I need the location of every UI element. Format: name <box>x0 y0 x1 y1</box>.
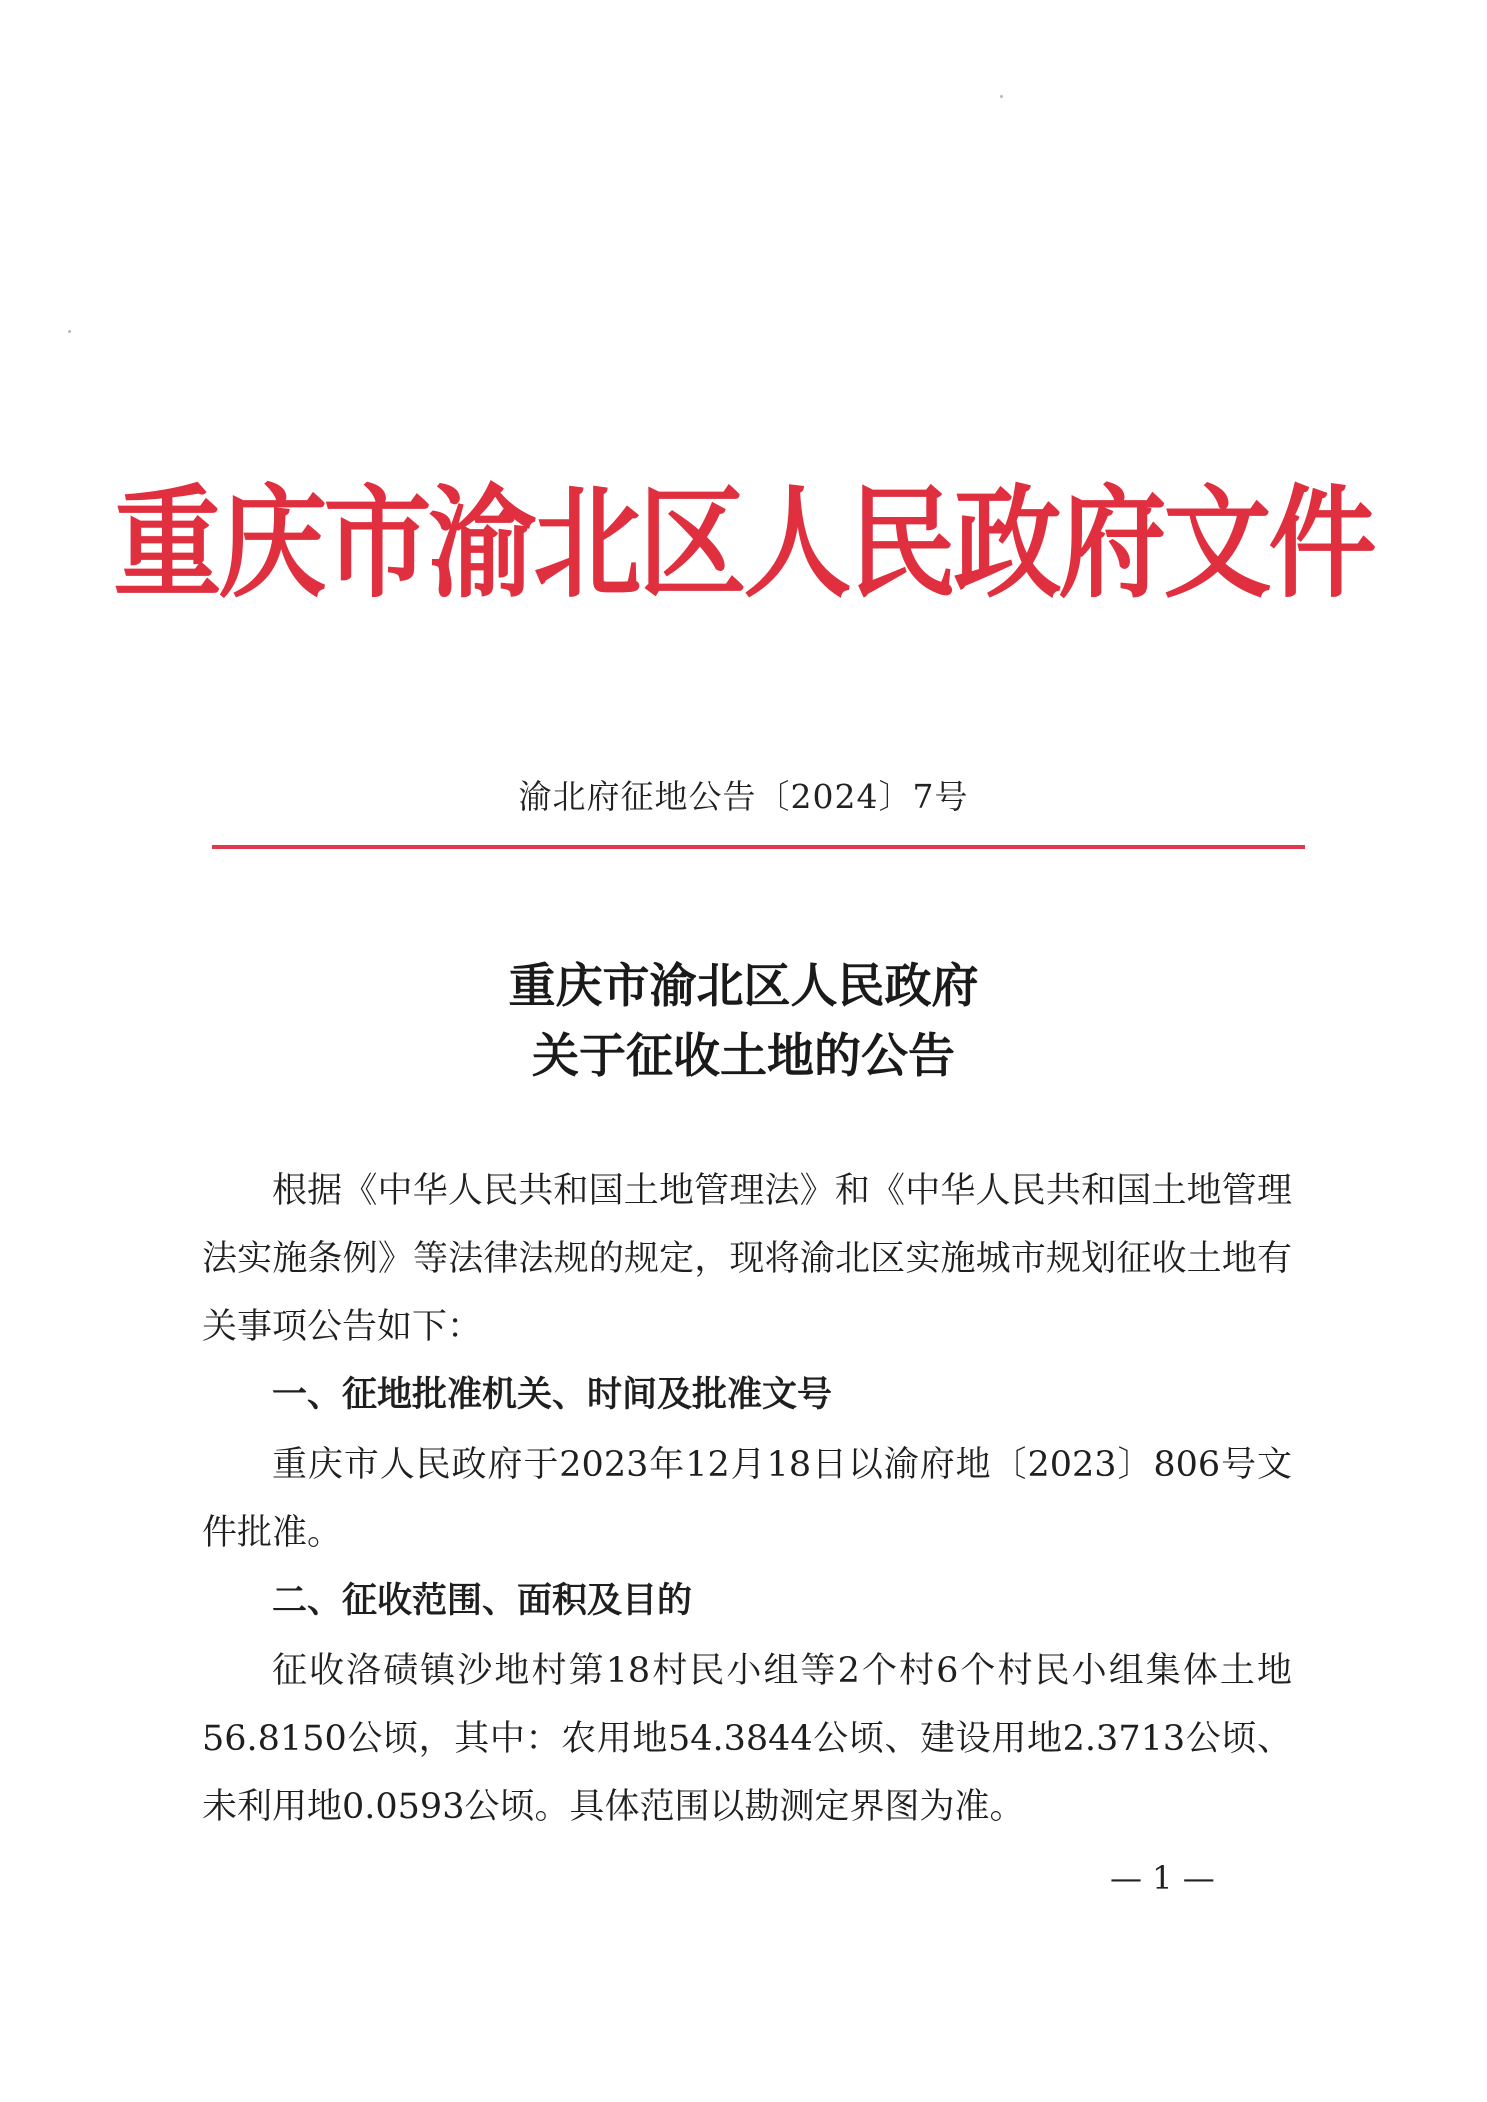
scan-speck <box>68 330 71 333</box>
notice-body <box>202 1157 1292 1841</box>
intro-paragraph: 根据《中华人民共和国土地管理法》和《中华人民共和国土地管理法实施条例》等法律法规的规定，现将渝北区实施城市规划征收土地有关事项公告如下： <box>202 1171 1292 1347</box>
document-masthead: 重庆市渝北区人民政府文件 <box>113 474 1374 615</box>
red-divider <box>212 845 1305 849</box>
scan-speck <box>1000 95 1003 98</box>
section-heading-scope: 二、征收范围、面积及目的 <box>272 1581 693 1621</box>
section-text-approval: 重庆市人民政府于2023年12月18日以渝府地〔2023〕806号文件批准。 <box>202 1445 1292 1553</box>
section-text-scope: 征收洛碛镇沙地村第18村民小组等2个村6个村民小组集体土地56.8150公顷，其中：农用地54.3844公顷、建设用地2.3713公顷、未利用地0.0593公顷。具体范围以勘测定界图为准。 <box>202 1651 1292 1827</box>
document-number: 渝北府征地公告〔2024〕7号 <box>518 777 969 816</box>
notice-title-line1: 重庆市渝北区人民政府 <box>508 959 979 1014</box>
page-number: — 1 — <box>1110 1859 1215 1897</box>
notice-title-line2: 关于征收土地的公告 <box>532 1029 955 1084</box>
section-heading-approval: 一、征地批准机关、时间及批准文号 <box>272 1375 833 1415</box>
